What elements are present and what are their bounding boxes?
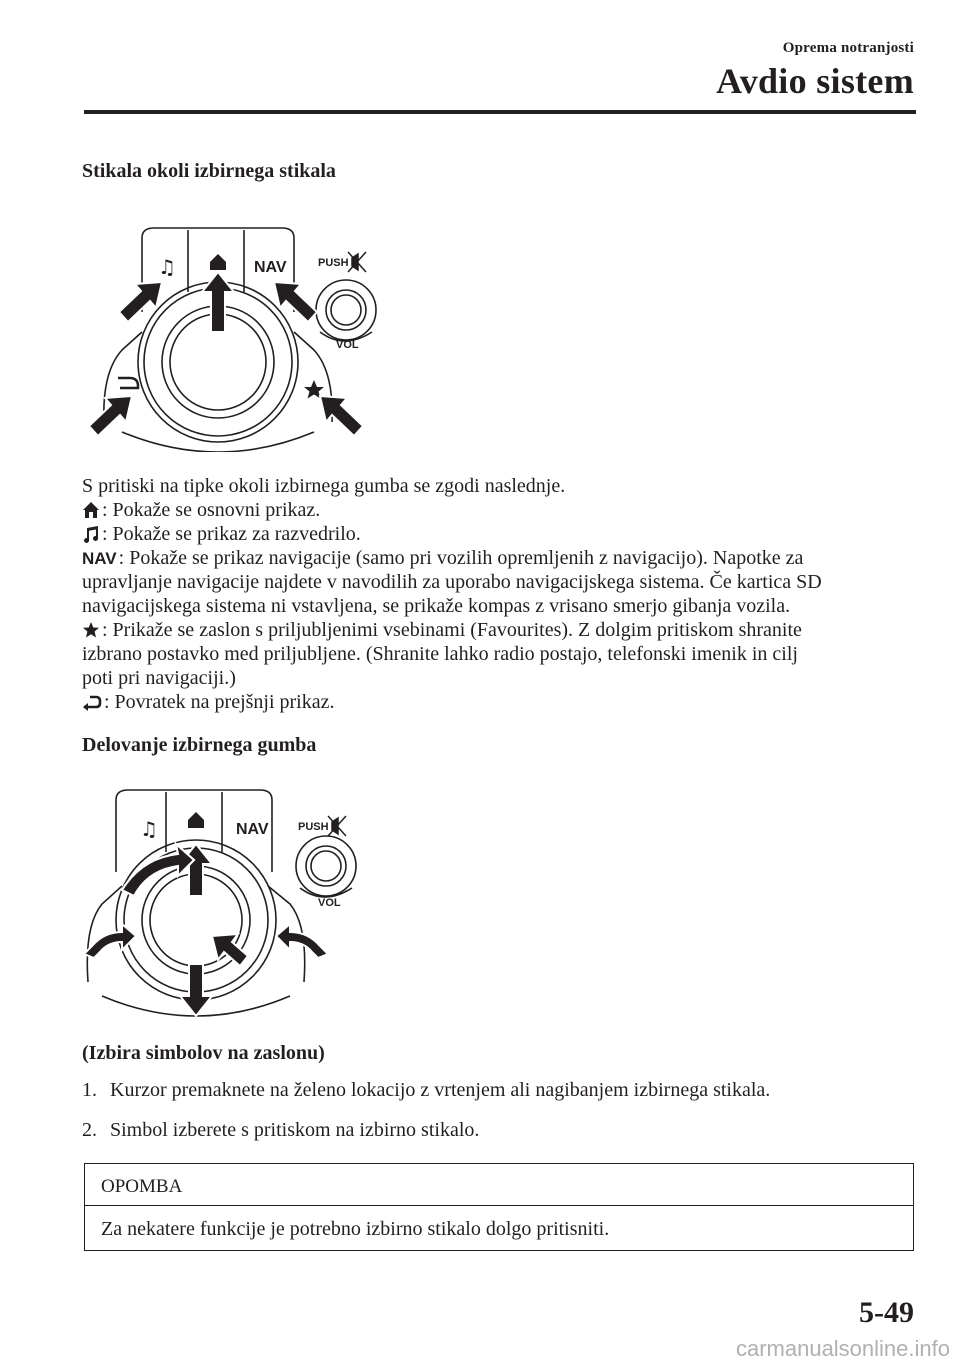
list-item-music-text: : Pokaže se prikaz za razvedrilo.	[102, 523, 361, 545]
back-icon	[118, 378, 138, 388]
note-body: Za nekatere funkcije je potrebno izbirno stikalo dolgo pritisniti.	[101, 1218, 610, 1240]
commander-knob-operation-diagram	[82, 786, 382, 1022]
note-title: OPOMBA	[85, 1164, 913, 1206]
header-divider	[84, 110, 916, 114]
back-icon	[82, 693, 102, 717]
list-item-home	[82, 498, 914, 525]
page-number: 5-49	[859, 1296, 914, 1329]
subheading-symbol-selection: (Izbira simbolov na zaslonu)	[82, 1042, 325, 1064]
home-icon	[210, 254, 226, 270]
svg-text:PUSH: PUSH	[298, 821, 329, 833]
figure-label-music: ♫	[158, 255, 176, 279]
svg-text:NAV: NAV	[236, 821, 269, 838]
step-1	[82, 1078, 770, 1102]
list-item-music	[82, 522, 914, 549]
step-2-number: 2.	[82, 1119, 97, 1141]
figure-label-vol: VOL	[336, 339, 359, 351]
list-item-star-text-3: poti pri navigaciji.)	[82, 667, 236, 689]
svg-text:♫: ♫	[140, 817, 158, 841]
nav-icon: NAV	[82, 549, 117, 568]
commander-switch-diagram	[82, 222, 402, 452]
list-item-star	[82, 618, 914, 645]
list-item-star-text-2: izbrano postavko med priljubljene. (Shranite lahko radio postajo, telefonski imenik in cilj	[82, 643, 798, 665]
list-item-back	[82, 690, 914, 717]
step-1-number: 1.	[82, 1079, 97, 1101]
list-item-home-text: : Pokaže se osnovni prikaz.	[102, 499, 321, 521]
list-item-back-text: : Povratek na prejšnji prikaz.	[104, 691, 335, 713]
list-item-nav	[82, 546, 914, 571]
section-heading-switches: Stikala okoli izbirnega stikala	[82, 160, 336, 182]
mute-icon	[348, 252, 366, 272]
note-box	[84, 1163, 914, 1251]
step-2-text: Simbol izberete s pritiskom na izbirno stikalo.	[110, 1119, 480, 1141]
list-item-nav-text-1: : Pokaže se prikaz navigacije (samo pri vozilih opremljenih z navigacijo). Napotke za	[118, 547, 804, 569]
svg-text:VOL: VOL	[318, 897, 341, 909]
chapter-title: Avdio sistem	[716, 61, 914, 101]
step-1-text: Kurzor premaknete na želeno lokacijo z vrtenjem ali nagibanjem izbirnega stikala.	[110, 1079, 771, 1101]
watermark: carmanualsonline.info	[735, 1336, 950, 1361]
list-item-nav-text-3: navigacijskega sistema ni vstavljena, se prikaže kompas z vrisano smerjo gibanja vozila.	[82, 595, 791, 617]
figure-label-push: PUSH	[318, 257, 349, 269]
figure-label-nav: NAV	[254, 259, 287, 276]
list-item-nav-text-2: upravljanje navigacije najdete v navodilih za uporabo navigacijskega sistema. Če kartica SD	[82, 571, 822, 593]
step-2	[82, 1118, 479, 1142]
section-label: Oprema notranjosti	[782, 40, 914, 56]
list-item-star-text-1: : Prikaže se zaslon s priljubljenimi vsebinami (Favourites). Z dolgim pritiskom shranite	[102, 619, 802, 641]
section-heading-operation: Delovanje izbirnega gumba	[82, 734, 317, 756]
intro-text: S pritiski na tipke okoli izbirnega gumba se zgodi naslednje.	[82, 475, 566, 497]
